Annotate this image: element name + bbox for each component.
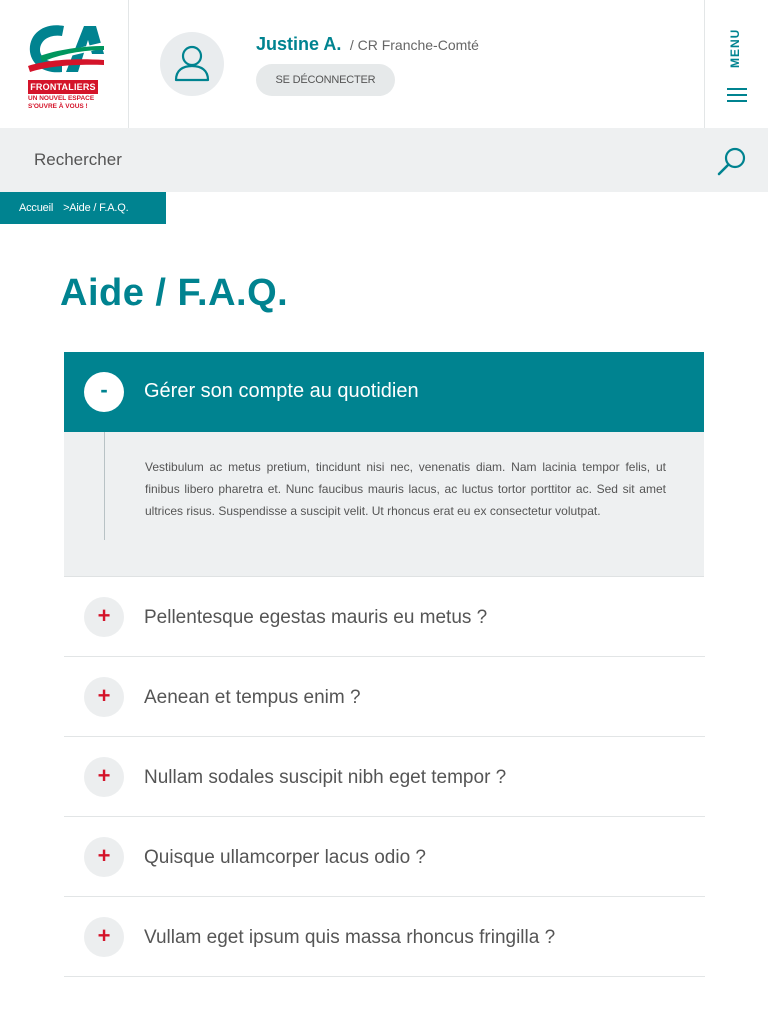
user-name: Justine A.	[256, 34, 342, 54]
user-region: / CR Franche-Comté	[349, 37, 479, 53]
menu-button[interactable]	[704, 0, 768, 128]
user-icon	[174, 44, 210, 82]
menu-label: MENU	[728, 28, 742, 68]
faq-item[interactable]	[64, 897, 705, 977]
user-info	[256, 34, 479, 55]
breadcrumb	[0, 192, 166, 224]
breadcrumb-separator: >	[63, 202, 70, 214]
brand-tagline	[28, 95, 100, 110]
faq-item-title: Aenean et tempus enim ?	[144, 687, 361, 708]
logout-button[interactable]: SE DÉCONNECTER	[256, 64, 395, 96]
expand-toggle[interactable]: +	[84, 837, 124, 877]
faq-item-open-header[interactable]	[64, 352, 704, 432]
expand-toggle[interactable]: +	[84, 757, 124, 797]
credit-agricole-logo-icon	[26, 20, 106, 82]
avatar[interactable]	[160, 32, 224, 96]
breadcrumb-home[interactable]: Accueil	[19, 202, 54, 214]
brand-name: FRONTALIERS	[28, 80, 98, 94]
collapse-toggle[interactable]: -	[84, 372, 124, 412]
site-header	[0, 0, 768, 128]
body-divider-line	[104, 432, 105, 540]
brand-tagline-line1: UN NOUVEL ESPACE	[28, 95, 95, 102]
faq-item-title: Nullam sodales suscipit nibh eget tempor ?	[144, 767, 507, 788]
hamburger-icon	[727, 88, 747, 104]
search-bar	[0, 128, 768, 192]
brand-tagline-line2: S'OUVRE À VOUS !	[28, 102, 88, 110]
expand-toggle[interactable]: +	[84, 677, 124, 717]
page-title: Aide / F.A.Q.	[60, 272, 289, 314]
logo-link[interactable]	[0, 0, 129, 128]
search-input[interactable]	[34, 148, 634, 172]
faq-item-body	[64, 432, 704, 577]
breadcrumb-current: Aide / F.A.Q.	[69, 202, 129, 214]
expand-toggle[interactable]: +	[84, 597, 124, 637]
faq-item-title: Gérer son compte au quotidien	[144, 380, 419, 402]
expand-toggle[interactable]: +	[84, 917, 124, 957]
faq-accordion	[64, 352, 705, 977]
faq-item[interactable]	[64, 577, 705, 657]
faq-item-title: Quisque ullamcorper lacus odio ?	[144, 847, 426, 868]
faq-item[interactable]	[64, 817, 705, 897]
faq-item-text: Vestibulum ac metus pretium, tincidunt nisi nec, venenatis diam. Nam lacinia tempor felis, ut finibus libero pharetra et. Nunc faucibus mauris lacus, ac luctus tortor porttitor ac. Sed sit amet ultrices risus. Suspendisse a suscipit velit. Ut rhoncus erat eu ex consectetur volutpat.	[145, 460, 666, 518]
faq-item[interactable]	[64, 737, 705, 817]
faq-item-title: Vullam eget ipsum quis massa rhoncus fringilla ?	[144, 927, 556, 948]
search-icon[interactable]	[716, 146, 748, 178]
faq-item-title: Pellentesque egestas mauris eu metus ?	[144, 607, 488, 628]
faq-item[interactable]	[64, 657, 705, 737]
